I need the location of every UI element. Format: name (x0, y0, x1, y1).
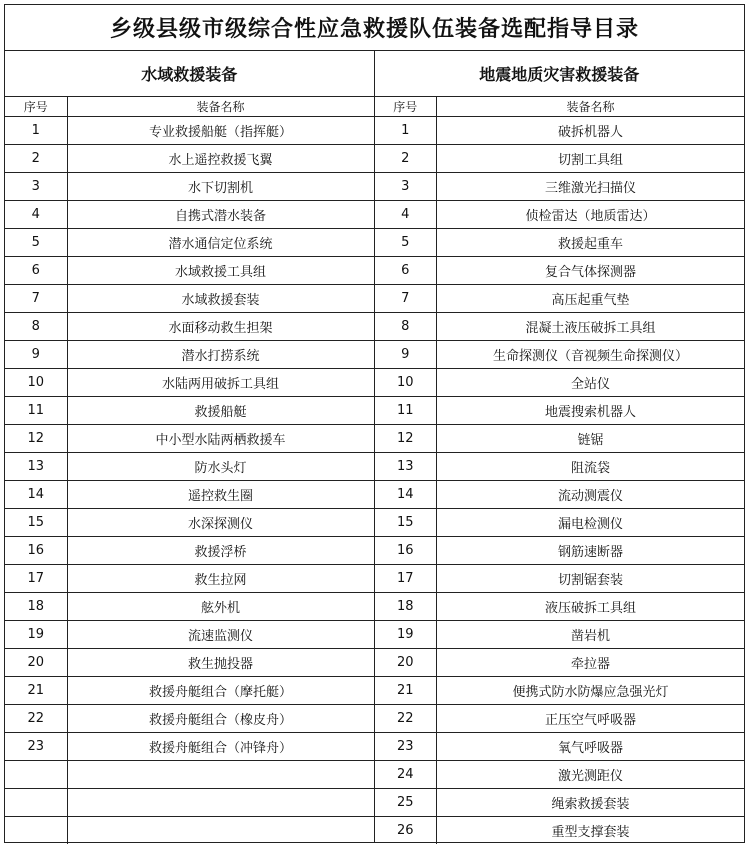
row-number: 25 (375, 789, 437, 817)
table-row (5, 565, 374, 593)
equipment-name (67, 817, 374, 845)
table-row (5, 425, 374, 453)
row-number: 21 (375, 677, 437, 705)
equipment-name: 混凝土液压破拆工具组 (437, 313, 745, 341)
equipment-name: 切割锯套装 (437, 565, 745, 593)
earthquake-rescue-table (375, 97, 745, 844)
row-number (5, 789, 67, 817)
table-row (375, 285, 745, 313)
row-number (5, 817, 67, 845)
table-row (375, 453, 745, 481)
water-rescue-table (5, 97, 374, 844)
table-row (5, 761, 374, 789)
row-number: 16 (5, 537, 67, 565)
table-row (375, 481, 745, 509)
row-number: 4 (5, 201, 67, 229)
row-number: 10 (5, 369, 67, 397)
equipment-name: 救援舟艇组合（摩托艇） (67, 677, 374, 705)
row-number: 19 (5, 621, 67, 649)
row-number: 3 (375, 173, 437, 201)
table-row (5, 341, 374, 369)
table-row (5, 145, 374, 173)
row-number: 2 (5, 145, 67, 173)
table-row (5, 705, 374, 733)
row-number: 1 (5, 117, 67, 145)
row-number: 12 (5, 425, 67, 453)
equipment-name: 液压破拆工具组 (437, 593, 745, 621)
table-row (375, 761, 745, 789)
equipment-name: 生命探测仪（音视频生命探测仪） (437, 341, 745, 369)
table-row (5, 481, 374, 509)
table-row (5, 677, 374, 705)
row-number: 7 (375, 285, 437, 313)
row-number: 6 (375, 257, 437, 285)
equipment-name: 专业救援船艇（指挥艇） (67, 117, 374, 145)
equipment-name: 正压空气呼吸器 (437, 705, 745, 733)
row-number: 9 (375, 341, 437, 369)
table-row (375, 565, 745, 593)
table-header-row (5, 97, 374, 117)
table-row (375, 173, 745, 201)
table-row (5, 537, 374, 565)
row-number: 22 (375, 705, 437, 733)
equipment-name: 遥控救生圈 (67, 481, 374, 509)
table-row (5, 397, 374, 425)
row-number: 8 (5, 313, 67, 341)
row-number: 17 (5, 565, 67, 593)
row-number: 1 (375, 117, 437, 145)
equipment-name: 绳索救援套装 (437, 789, 745, 817)
table-row (375, 117, 745, 145)
water-rescue-section (5, 51, 375, 843)
row-number: 18 (5, 593, 67, 621)
row-number: 5 (5, 229, 67, 257)
table-row (5, 285, 374, 313)
row-number: 14 (375, 481, 437, 509)
equipment-name: 潜水打捞系统 (67, 341, 374, 369)
equipment-name: 救援浮桥 (67, 537, 374, 565)
table-row (5, 789, 374, 817)
equipment-name: 防水头灯 (67, 453, 374, 481)
equipment-name: 复合气体探测器 (437, 257, 745, 285)
row-number: 18 (375, 593, 437, 621)
column-header-name: 装备名称 (437, 97, 745, 117)
table-row (375, 677, 745, 705)
equipment-name: 水域救援套装 (67, 285, 374, 313)
equipment-name: 救援起重车 (437, 229, 745, 257)
column-header-number: 序号 (375, 97, 437, 117)
table-row (5, 369, 374, 397)
row-number: 19 (375, 621, 437, 649)
equipment-name: 中小型水陆两栖救援车 (67, 425, 374, 453)
row-number: 9 (5, 341, 67, 369)
equipment-name: 水上遥控救援飞翼 (67, 145, 374, 173)
equipment-name: 地震搜索机器人 (437, 397, 745, 425)
equipment-name (67, 789, 374, 817)
table-row (5, 453, 374, 481)
equipment-name: 救生抛投器 (67, 649, 374, 677)
table-row (375, 313, 745, 341)
equipment-name: 激光测距仪 (437, 761, 745, 789)
row-number: 16 (375, 537, 437, 565)
table-row (375, 229, 745, 257)
equipment-name: 便携式防水防爆应急强光灯 (437, 677, 745, 705)
table-row (375, 509, 745, 537)
table-row (375, 369, 745, 397)
table-row (5, 649, 374, 677)
equipment-name: 水深探测仪 (67, 509, 374, 537)
table-row (375, 649, 745, 677)
table-row (375, 817, 745, 845)
equipment-name: 水域救援工具组 (67, 257, 374, 285)
row-number: 11 (5, 397, 67, 425)
row-number: 20 (5, 649, 67, 677)
earthquake-rescue-section (375, 51, 745, 843)
table-row (375, 257, 745, 285)
equipment-name: 切割工具组 (437, 145, 745, 173)
table-row (5, 257, 374, 285)
row-number: 21 (5, 677, 67, 705)
equipment-name: 破拆机器人 (437, 117, 745, 145)
table-row (5, 117, 374, 145)
equipment-name: 三维激光扫描仪 (437, 173, 745, 201)
catalog-columns (5, 51, 744, 843)
equipment-name: 侦检雷达（地质雷达） (437, 201, 745, 229)
row-number: 3 (5, 173, 67, 201)
table-row (5, 173, 374, 201)
table-row (375, 621, 745, 649)
equipment-name: 潜水通信定位系统 (67, 229, 374, 257)
equipment-name: 救援舟艇组合（橡皮舟） (67, 705, 374, 733)
row-number: 4 (375, 201, 437, 229)
equipment-name: 水面移动救生担架 (67, 313, 374, 341)
row-number: 13 (5, 453, 67, 481)
equipment-name: 钢筋速断器 (437, 537, 745, 565)
equipment-name: 牵拉器 (437, 649, 745, 677)
row-number: 26 (375, 817, 437, 845)
equipment-name: 自携式潜水装备 (67, 201, 374, 229)
equipment-name: 高压起重气垫 (437, 285, 745, 313)
row-number: 15 (375, 509, 437, 537)
row-number: 13 (375, 453, 437, 481)
table-row (375, 425, 745, 453)
row-number: 11 (375, 397, 437, 425)
row-number: 6 (5, 257, 67, 285)
row-number: 24 (375, 761, 437, 789)
equipment-catalog-sheet (4, 4, 745, 843)
equipment-name: 舷外机 (67, 593, 374, 621)
table-row (375, 145, 745, 173)
table-row (5, 201, 374, 229)
row-number: 23 (5, 733, 67, 761)
table-row (375, 537, 745, 565)
equipment-name (67, 761, 374, 789)
equipment-name: 救援舟艇组合（冲锋舟） (67, 733, 374, 761)
equipment-name: 救生拉网 (67, 565, 374, 593)
column-header-name: 装备名称 (67, 97, 374, 117)
row-number: 22 (5, 705, 67, 733)
equipment-name: 阻流袋 (437, 453, 745, 481)
equipment-name: 漏电检测仪 (437, 509, 745, 537)
column-header-number: 序号 (5, 97, 67, 117)
earthquake-rescue-rows (375, 117, 745, 845)
water-rescue-heading: 水域救援装备 (5, 51, 374, 97)
row-number: 7 (5, 285, 67, 313)
table-row (375, 341, 745, 369)
table-row (5, 733, 374, 761)
row-number: 20 (375, 649, 437, 677)
equipment-name: 全站仪 (437, 369, 745, 397)
table-row (375, 789, 745, 817)
row-number: 2 (375, 145, 437, 173)
row-number: 15 (5, 509, 67, 537)
row-number: 8 (375, 313, 437, 341)
equipment-name: 救援船艇 (67, 397, 374, 425)
equipment-name: 链锯 (437, 425, 745, 453)
row-number (5, 761, 67, 789)
table-row (5, 313, 374, 341)
row-number: 10 (375, 369, 437, 397)
table-row (5, 229, 374, 257)
table-row (375, 397, 745, 425)
equipment-name: 水下切割机 (67, 173, 374, 201)
table-row (375, 733, 745, 761)
earthquake-rescue-heading: 地震地质灾害救援装备 (375, 51, 745, 97)
equipment-name: 氧气呼吸器 (437, 733, 745, 761)
table-row (5, 621, 374, 649)
row-number: 12 (375, 425, 437, 453)
table-header-row (375, 97, 745, 117)
equipment-name: 水陆两用破拆工具组 (67, 369, 374, 397)
document-title: 乡级县级市级综合性应急救援队伍装备选配指导目录 (5, 5, 744, 51)
table-row (5, 593, 374, 621)
equipment-name: 流动测震仪 (437, 481, 745, 509)
table-row (375, 201, 745, 229)
table-row (5, 509, 374, 537)
row-number: 5 (375, 229, 437, 257)
row-number: 23 (375, 733, 437, 761)
equipment-name: 重型支撑套装 (551, 825, 630, 840)
equipment-name: 流速监测仪 (67, 621, 374, 649)
table-row (5, 817, 374, 845)
water-rescue-rows (5, 117, 374, 845)
equipment-name: 凿岩机 (437, 621, 745, 649)
row-number: 14 (5, 481, 67, 509)
table-row (375, 593, 745, 621)
row-number: 17 (375, 565, 437, 593)
table-row (375, 705, 745, 733)
